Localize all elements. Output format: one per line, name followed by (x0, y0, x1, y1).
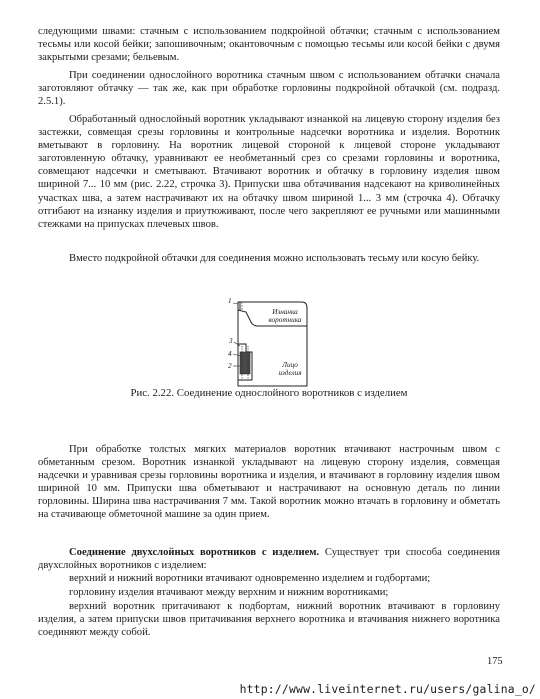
paragraph-single-layer-collar: Обработанный однослойный воротник укладывают изнанкой на лицевую сторону изделия без застежки, совмещая срезы горловины и контрольные надсечки воротника и изделия. Воротник вметывают в горловину. На воротник лицевой стороной к лицевой стороне укладывают заготовленную обтачку, уравнивают ее необметанный срез со срезами горловины и воротника, совмещают надсечки и сметывают. Втачивают воротник и обтачку в горловину изделия швом шириной 7... 10 мм (рис. 2.22, строчка 3). Припуски шва обтачивания надсекают на криволинейных участках шва, а затем настрачивают их на обтачку швом шириной 1... 3 мм (строчка 4). Обтачку отгибают на изнанку изделия и приутюживают, после чего закрепляют ее ручными или машинными стежками на припусках плечевых швов. (38, 114, 500, 230)
figure-collar-attachment (228, 296, 318, 388)
figure-caption: Рис. 2.22. Соединение однослойного воротников с изделием (130, 387, 408, 399)
label-collar-wrong-side: Изнанка воротника (268, 308, 302, 324)
paragraph-facing-prep: При соединении однослойного воротника стачным швом с использованием обтачки сначала заготовляют обтачку — так же, как при обработке горловины подкройной обтачкой (см. подразд. 2.5.1). (38, 70, 500, 108)
figure-number-2: 2 (228, 362, 232, 370)
section-intro: Существует три способа соединения двухслойных воротников с изделием: (38, 547, 500, 572)
list-item-method-3: верхний воротник притачивают к подбортам, нижний воротник втачивают в горловину изделия, а затем припуски швов притачивания верхнего воротника и втачивания нижнего воротника соединяют между собой. (38, 601, 500, 639)
section-heading-two-layer-collars: Соединение двухслойных воротников с изделием. (69, 547, 320, 558)
list-item-method-2: горловину изделия втачивают между верхним и нижним воротниками; (69, 587, 389, 598)
paragraph-seam-types: следующими швами: стачным с использованием подкройной обтачки; стачным с использованием тесьмы или косой бейки; запошивочным; окантовочным с помощью тесьмы или косой бейки с двумя закрытыми срезами; бельевым. (38, 26, 500, 64)
label-garment-right-side: Лицо изделия (278, 361, 302, 377)
page-number: 175 (487, 656, 503, 667)
figure-number-4: 4 (228, 350, 232, 358)
paragraph-thick-materials: При обработке толстых мягких материалов воротник втачивают настрочным швом с обметанным срезом. Воротник изнанкой укладывают на лицевую сторону изделия, совмещая надсечки и уравнивая срезы горловины воротника и изделия, и втачивают в горловину изделия швом шириной 10 мм. Припуски шва обметывают и настрачивают на основную деталь по линии горловины. Ширина шва настрачивания 7 мм. Такой воротник можно втачать в горловину и обметать на стачивающе обметочной машине за один прием. (38, 444, 500, 521)
paragraph-tape-alternative: Вместо подкройной обтачки для соединения можно использовать тесьму или косую бейку. (69, 253, 480, 264)
paragraph-two-layer-heading (38, 546, 500, 572)
list-item-method-1: верхний и нижний воротники втачивают одновременно изделием и годбортами; (69, 573, 431, 584)
figure-number-3: 3 (229, 337, 233, 345)
source-url-watermark: http://www.liveinternet.ru/users/galina_o/ (239, 682, 536, 696)
figure-number-1: 1 (228, 297, 232, 305)
